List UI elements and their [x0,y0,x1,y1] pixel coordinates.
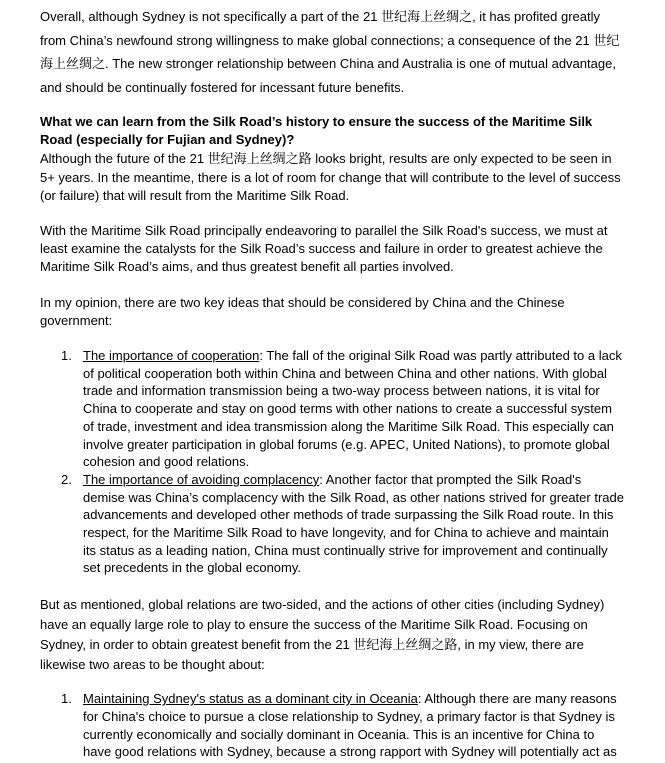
list-item-title: The importance of cooperation [83,348,260,364]
list-number: 1. [61,691,72,707]
list-item-title: Maintaining Sydney's status as a dominant city in Oceania [83,691,418,707]
list-number: 2. [61,471,72,487]
paragraph-two-sided: But as mentioned, global relations are two-sided, and the actions of other cities (including Sydney) have an equally large role to play to ensure the success of the Maritime Silk Road. Focusing on Sydney, in order to obtain greatest benefit from the 21 世纪海上丝绸之路, in my view, there are likewise two areas to be thought about: [40,597,605,672]
list-item-title: The importance of avoiding complacency [83,471,320,487]
list-item [40,347,625,471]
sydney-areas-list [40,690,625,761]
list-item [40,471,625,577]
document-page [40,5,625,761]
list-item-text: : The fall of the original Silk Road was partly attributed to a lack of political cooperation both within China and between China and other nations. With global trade and information transmission being a two-way process between nations, it is vital for China to cooperate and stay on good terms with other nations to create a successful system of trade, investment and idea transmission along the Maritime Silk Road. This especially can involve greater participation in global forums (e.g. APEC, United Nations), to promote global cohesion and good relations. [83,348,622,470]
list-item [40,690,625,761]
list-item-text: : Although there are many reasons for China's choice to pursue a close relationship to Sydney, a primary factor is that Sydney is currently economically and socially dominant in Oceania. This is an incentive for China to have good relations with Sydney, because a strong rapport with Sydney will potentially act as [83,691,617,760]
section-heading: What we can learn from the Silk Road’s history to ensure the success of the Maritime Silk Road (especially for Fujian and Sydney)? [40,114,593,148]
paragraph-key-ideas: In my opinion, there are two key ideas that should be considered by China and the Chinese government: [40,294,565,328]
list-item-text: : Another factor that prompted the Silk Road's demise was China’s complacency with the Silk Road, as other nations strived for greater trade advancements and developed other methods of trade surpassing the Silk Road route. In this respect, for the Maritime Silk Road to have longevity, and for China to achieve and maintain its status as a leading nation, China must continually strive for improvement and continually set precedents in the global economy. [83,471,624,576]
paragraph-future: Although the future of the 21 世纪海上丝绸之路 looks bright, results are only expected to be seen in 5+ years. In the meantime, there is a lot of room for change that will contribute to the level of success (or failure) that will result from the Maritime Silk Road. [40,151,621,203]
list-number: 1. [61,348,72,364]
intro-paragraph: Overall, although Sydney is not specifically a part of the 21 世纪海上丝绸之, it has profited greatly from China’s newfound strong willingness to make global connections; a consequence of the 21 世纪海上丝绸之. The new stronger relationship between China and Australia is one of mutual advantage, and should be continually fostered for incessant future benefits. [40,9,620,95]
key-ideas-list [40,347,625,577]
paragraph-catalysts: With the Maritime Silk Road principally endeavoring to parallel the Silk Road's success, we must at least examine the catalysts for the Silk Road’s success and failure in order to greatest achieve the Maritime Silk Road’s aims, and thus greatest benefit all parties involved. [40,223,608,275]
